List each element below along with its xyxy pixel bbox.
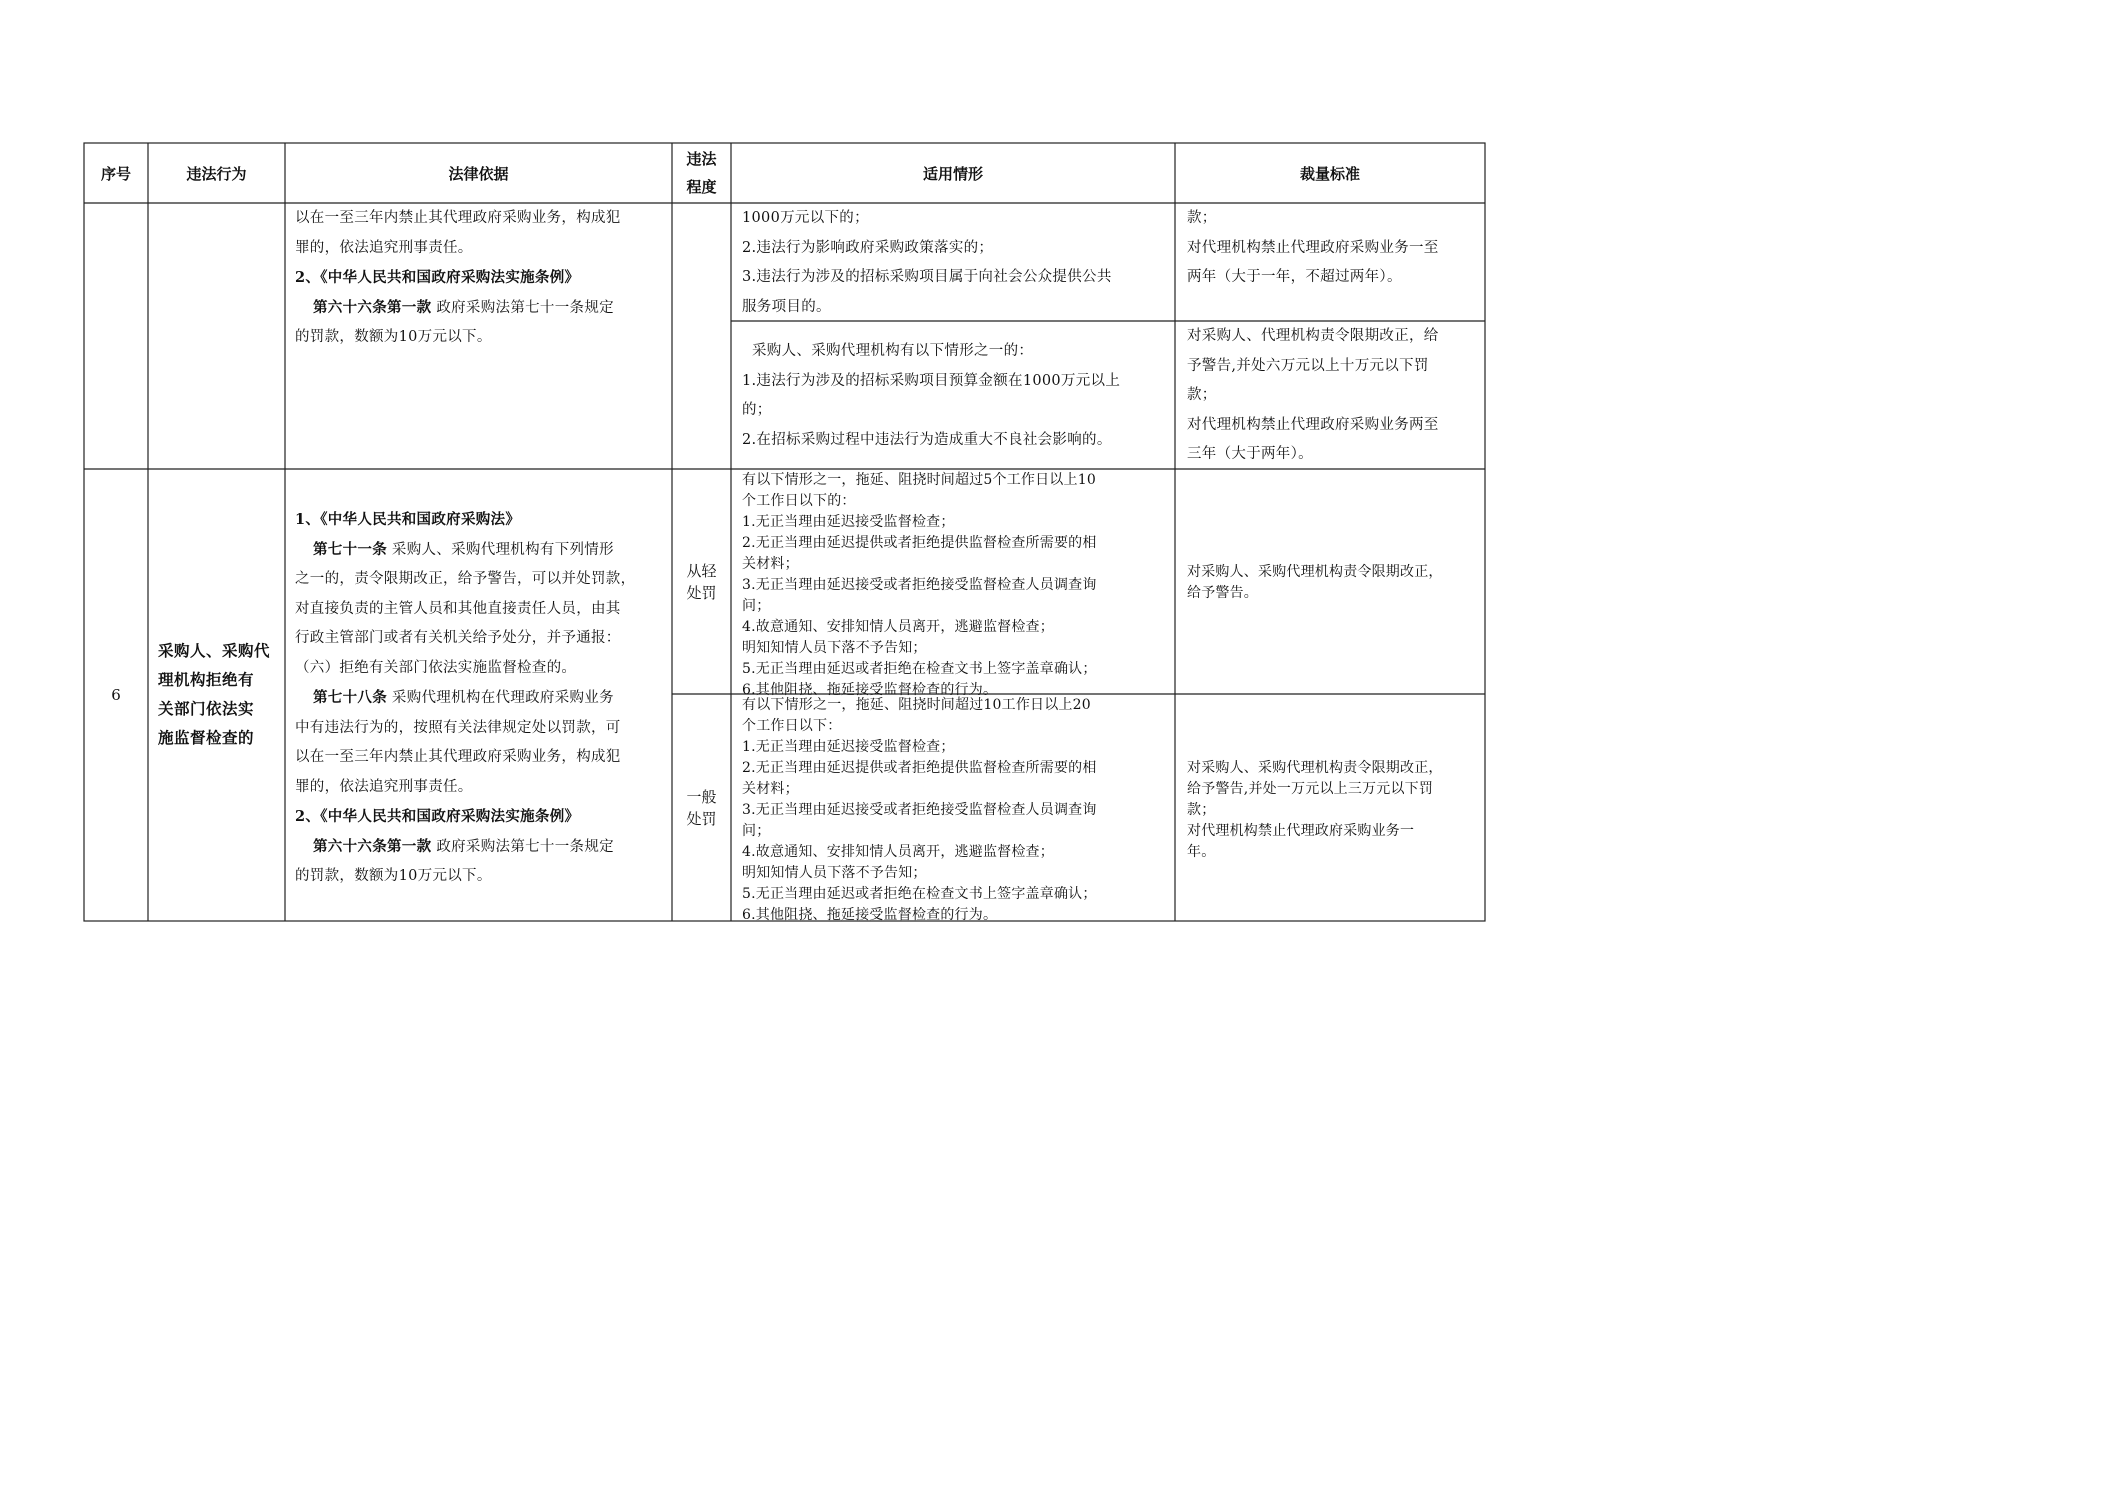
text-line: 关材料；: [742, 556, 799, 572]
text-line: 对代理机构禁止代理政府采购业务两至: [1187, 416, 1439, 433]
text-line: 三年（大于两年）。: [1187, 446, 1313, 462]
header-violation: 违法行为: [186, 164, 247, 183]
text-line: 采购人、采购代理机构有以下情形之一的：: [752, 343, 1034, 359]
degree-general: [672, 694, 731, 921]
text-line: 年。: [1187, 844, 1216, 860]
text-line: 对采购人、采购代理机构责令限期改正，: [1187, 564, 1443, 580]
text-line: 1000万元以下的；: [742, 210, 869, 226]
text-line: 对直接负责的主管人员和其他直接责任人员，由其: [295, 600, 621, 617]
text-line: 政府采购法第七十一条规定: [431, 299, 614, 316]
text-line: 对代理机构禁止代理政府采购业务一至: [1187, 239, 1439, 256]
text-line: 施监督检查的: [158, 728, 255, 747]
header-situation: 适用情形: [922, 164, 983, 183]
law-title: 2、《中华人民共和国政府采购法实施条例》: [295, 269, 580, 286]
text-line: 中有违法行为的，按照有关法律规定处以罚款，可: [295, 719, 621, 736]
text-line: 关材料；: [742, 781, 799, 797]
text-line: 关部门依法实: [158, 699, 255, 718]
text-line: 的；: [742, 402, 772, 418]
law-title: 2、《中华人民共和国政府采购法实施条例》: [295, 808, 580, 825]
text-line: 对采购人、代理机构责令限期改正，给: [1187, 328, 1439, 344]
text-line: 1.无正当理由延迟接受监督检查；: [742, 514, 955, 530]
text-line: 政府采购法第七十一条规定: [431, 838, 614, 855]
row6-violation: [158, 636, 283, 752]
text-line: 问；: [742, 598, 771, 614]
header-standard: 裁量标准: [1299, 164, 1360, 183]
text-line: 有以下情形之一，拖延、阻挠时间超过5个工作日以上10: [742, 472, 1096, 488]
text-line: 款；: [1187, 802, 1216, 818]
text-line: 予警告,并处六万元以上十万元以下罚: [1187, 357, 1429, 374]
text-line: 对采购人、采购代理机构责令限期改正，: [1187, 760, 1443, 776]
header-degree: 违法程度: [686, 150, 717, 196]
text-line: 5.无正当理由延迟或者拒绝在检查文书上签字盖章确认；: [742, 661, 1097, 677]
text-line: 3.无正当理由延迟接受或者拒绝接受监督检查人员调查询: [742, 802, 1097, 818]
text-line: 4.故意通知、安排知情人员离开，逃避监督检查；: [742, 844, 1054, 860]
text-line: 行政主管部门或者有关机关给予处分，并予通报：: [295, 630, 621, 646]
text-line: 个工作日以下的：: [742, 493, 856, 509]
text-line: 3.无正当理由延迟接受或者拒绝接受监督检查人员调查询: [742, 577, 1097, 593]
text-line: 两年（大于一年，不超过两年）。: [1187, 269, 1402, 285]
text-line: 采购代理机构在代理政府采购业务: [387, 690, 614, 706]
law-title: 1、《中华人民共和国政府采购法》: [295, 511, 521, 528]
text-line: 2.在招标采购过程中违法行为造成重大不良社会影响的。: [742, 431, 1112, 448]
text-line: 1.无正当理由延迟接受监督检查；: [742, 739, 955, 755]
text-line: 一般: [686, 787, 717, 806]
text-line: 罪的，依法追究刑事责任。: [295, 239, 473, 256]
header-seq: 序号: [100, 164, 131, 183]
situation-light: [742, 470, 1174, 701]
text-line: 服务项目的。: [742, 298, 831, 315]
text-line: 给予警告。: [1187, 585, 1258, 601]
standard-general: [1187, 758, 1482, 863]
text-line: 处罚: [686, 809, 717, 828]
degree-light: [672, 469, 731, 694]
text-line: 理机构拒绝有: [158, 670, 255, 689]
text-line: 罪的，依法追究刑事责任。: [295, 778, 473, 795]
situation-general: [742, 695, 1174, 926]
top-standard-1: [1187, 204, 1482, 293]
article-heading: 第七十一条: [313, 540, 387, 558]
text-line: 对代理机构禁止代理政府采购业务一: [1187, 823, 1415, 839]
text-line: （六）拒绝有关部门依法实施监督检查的。: [295, 659, 577, 676]
text-line: 给予警告,并处一万元以上三万元以下罚: [1187, 781, 1434, 797]
top-legal-basis: [295, 204, 667, 353]
text-line: 2.无正当理由延迟提供或者拒绝提供监督检查所需要的相: [742, 760, 1097, 776]
text-line: 采购人、采购代理机构有下列情形: [387, 541, 614, 558]
article-heading: 第六十六条第一款: [313, 837, 432, 855]
text-line: 以在一至三年内禁止其代理政府采购业务，构成犯: [295, 749, 621, 765]
text-line: 4.故意通知、安排知情人员离开，逃避监督检查；: [742, 619, 1054, 635]
text-line: 之一的，责令限期改正，给予警告，可以并处罚款，: [295, 571, 636, 587]
top-situation-1: [742, 204, 1172, 322]
text-line: 的罚款，数额为10万元以下。: [295, 868, 492, 884]
text-line: 从轻: [686, 561, 717, 580]
text-line: 采购人、采购代: [158, 641, 271, 660]
text-line: 3.违法行为涉及的招标采购项目属于向社会公众提供公共: [742, 269, 1112, 285]
text-line: 5.无正当理由延迟或者拒绝在检查文书上签字盖章确认；: [742, 886, 1097, 902]
text-line: 个工作日以下：: [742, 718, 842, 734]
text-line: 1.违法行为涉及的招标采购项目预算金额在1000万元以上: [742, 372, 1121, 389]
text-line: 明知知情人员下落不予告知；: [742, 640, 927, 656]
row-seq-6: 6: [111, 686, 121, 704]
text-line: 款；: [1187, 210, 1217, 226]
text-line: 问；: [742, 823, 771, 839]
top-standard-2: [1187, 322, 1482, 470]
text-line: 明知知情人员下落不予告知；: [742, 865, 927, 881]
article-heading: 第七十八条: [313, 689, 387, 706]
text-line: 2.违法行为影响政府采购政策落实的；: [742, 239, 994, 256]
row6-legal-basis: [295, 505, 667, 892]
text-line: 2.无正当理由延迟提供或者拒绝提供监督检查所需要的相: [742, 535, 1097, 551]
article-heading: 第六十六条第一款: [313, 298, 432, 316]
text-line: 有以下情形之一，拖延、阻挠时间超过10工作日以上20: [742, 697, 1091, 713]
text-line: 以在一至三年内禁止其代理政府采购业务，构成犯: [295, 210, 621, 226]
text-line: 6.其他阻挠、拖延接受监督检查的行为。: [742, 907, 998, 923]
header-legal-basis: 法律依据: [448, 164, 509, 183]
text-line: 的罚款，数额为10万元以下。: [295, 329, 492, 345]
top-situation-2: [742, 337, 1172, 455]
text-line: 款；: [1187, 387, 1217, 403]
text-line: 处罚: [686, 583, 717, 602]
standard-light: [1187, 562, 1482, 604]
text-line: 6.其他阻挠、拖延接受监督检查的行为。: [742, 682, 998, 698]
